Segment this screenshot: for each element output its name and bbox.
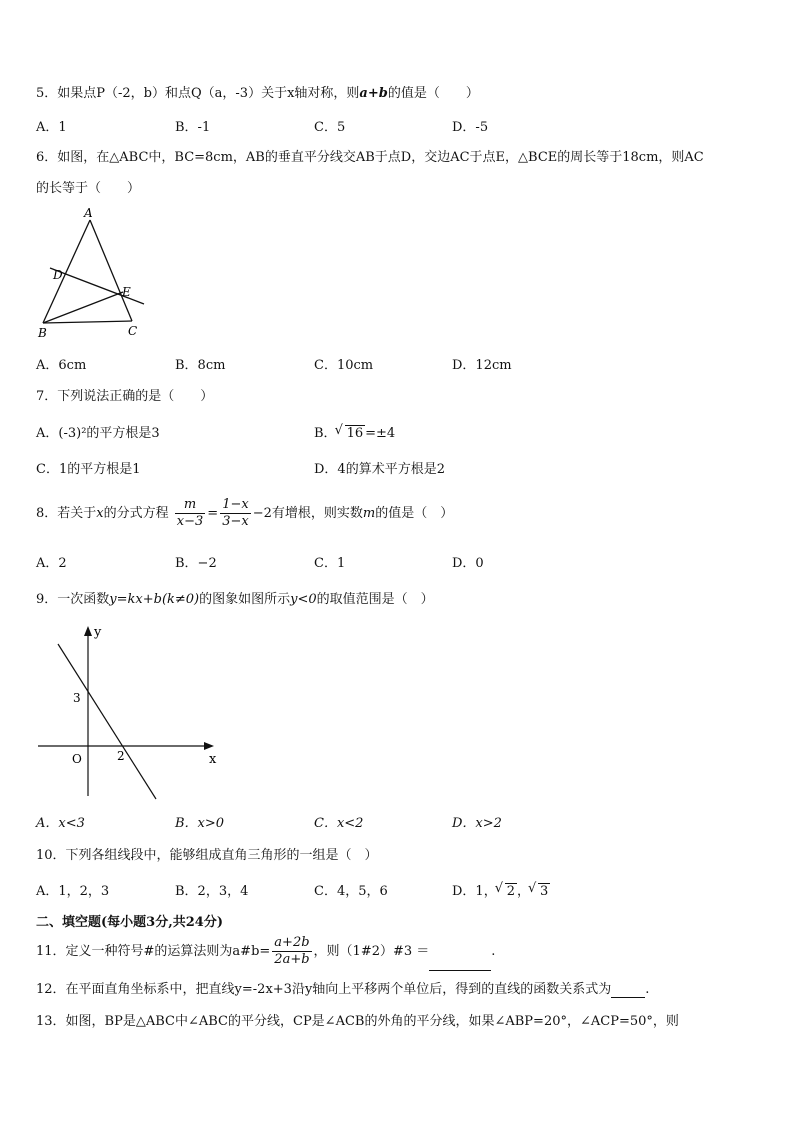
- q13-stem: 13．如图，BP是△ABC中∠ABC的平分线，CP是∠ACB的外角的平分线，如果∠ABP=20°，∠ACP=50°，则: [36, 1014, 679, 1029]
- q10-stem: 10．下列各组线段中，能够组成直角三角形的一组是（ ）: [36, 848, 378, 863]
- function-line: [58, 644, 156, 799]
- q8-option-a: A．2: [36, 556, 67, 571]
- label-e: E: [122, 285, 131, 299]
- label-a: A: [84, 206, 93, 220]
- q7-option-b: B．√ 16 =±4: [314, 422, 395, 441]
- q9-graph: [30, 618, 230, 808]
- segment-bc: [43, 321, 132, 323]
- q12-stem: 12．在平面直角坐标系中，把直线y=-2x+3沿y轴向上平移两个单位后，得到的直线的函数关系式为 .: [36, 982, 650, 997]
- q6-option-a: A．6cm: [36, 358, 87, 373]
- q6-option-b: B．8cm: [175, 358, 226, 373]
- q11-fraction: $\frac{a+2b}{2a+b}$: [274, 935, 310, 967]
- q6-stem-line2: 的长等于（ ）: [36, 181, 141, 196]
- q5-option-a: A．1: [36, 120, 67, 135]
- sqrt-16: √ 16: [345, 425, 366, 441]
- q7-option-d: D．4的算术平方根是2: [314, 462, 445, 477]
- q8-option-d: D．0: [452, 556, 484, 571]
- q9-option-a: A．x<3: [36, 816, 85, 831]
- q7-option-a: A．(-3)²的平方根是3: [36, 426, 160, 441]
- q8-fraction-1: $\frac{m}{x-3}$: [176, 497, 204, 529]
- q10-option-a: A．1，2，3: [36, 884, 110, 899]
- q8-option-b: B．−2: [175, 556, 217, 571]
- q10-option-c: C．4，5，6: [314, 884, 388, 899]
- q10-option-b: B．2，3，4: [175, 884, 249, 899]
- q8-option-c: C．1: [314, 556, 346, 571]
- q6-stem-line1: 6．如图，在△ABC中，BC=8cm，AB的垂直平分线交AB于点D，交边AC于点E，△BCE的周长等于18cm，则AC: [36, 150, 704, 165]
- q5-option-b: B．-1: [175, 120, 211, 135]
- q6-option-c: C．10cm: [314, 358, 374, 373]
- q9-option-d: D．x>2: [452, 816, 502, 831]
- origin-label: O: [72, 752, 82, 766]
- y-axis-arrow-icon: [84, 626, 92, 636]
- q8-stem: 8．若关于x的分式方程 $\frac{m}{x-3}$ = $\frac{1-x}{3-x}$ −2有增根，则实数m的值是（ ）: [36, 497, 454, 529]
- segment-ac: [90, 220, 132, 321]
- x-intercept-label: 2: [117, 749, 125, 763]
- q6-option-d: D．12cm: [452, 358, 512, 373]
- q6-triangle-figure: [34, 203, 154, 343]
- q9-stem: 9．一次函数y=kx+b(k≠0)的图象如图所示y<0的取值范围是（ ）: [36, 592, 434, 607]
- sqrt-2: √ 2: [505, 883, 517, 899]
- q11-stem: 11．定义一种符号#的运算法则为a#b= $\frac{a+2b}{2a+b}$ ，则（1#2）#3 ＝ .: [36, 934, 495, 971]
- q5-expr: a+b: [359, 86, 388, 101]
- label-b: B: [38, 326, 47, 340]
- q7-stem: 7．下列说法正确的是（ ）: [36, 389, 214, 404]
- q9-option-b: B．x>0: [175, 816, 225, 831]
- y-axis-label: y: [94, 625, 102, 640]
- q9-formula: y=kx+b(k≠0): [109, 592, 200, 607]
- q11-answer-blank[interactable]: [429, 934, 491, 971]
- q5-option-c: C．5: [314, 120, 346, 135]
- x-axis-arrow-icon: [204, 742, 214, 750]
- y-intercept-label: 3: [73, 691, 81, 705]
- q10-option-d: D．1，√ 2 ，√ 3: [452, 880, 550, 899]
- q7-option-c: C．1的平方根是1: [36, 462, 141, 477]
- sqrt-3: √ 3: [538, 883, 550, 899]
- q12-answer-blank[interactable]: [611, 982, 645, 998]
- q5-option-d: D．-5: [452, 120, 489, 135]
- q9-option-c: C．x<2: [314, 816, 364, 831]
- section-2-heading: 二、填空题(每小题3分,共24分): [36, 915, 223, 930]
- q5-stem: 5．如果点P（-2，b）和点Q（a，-3）关于x轴对称，则a+b的值是（ ）: [36, 86, 479, 101]
- q8-fraction-2: $\frac{1-x}{3-x}$: [222, 497, 249, 529]
- label-c: C: [128, 324, 138, 338]
- label-d: D: [53, 268, 63, 282]
- x-axis-label: x: [209, 752, 217, 767]
- q9-condition: y<0: [290, 592, 317, 607]
